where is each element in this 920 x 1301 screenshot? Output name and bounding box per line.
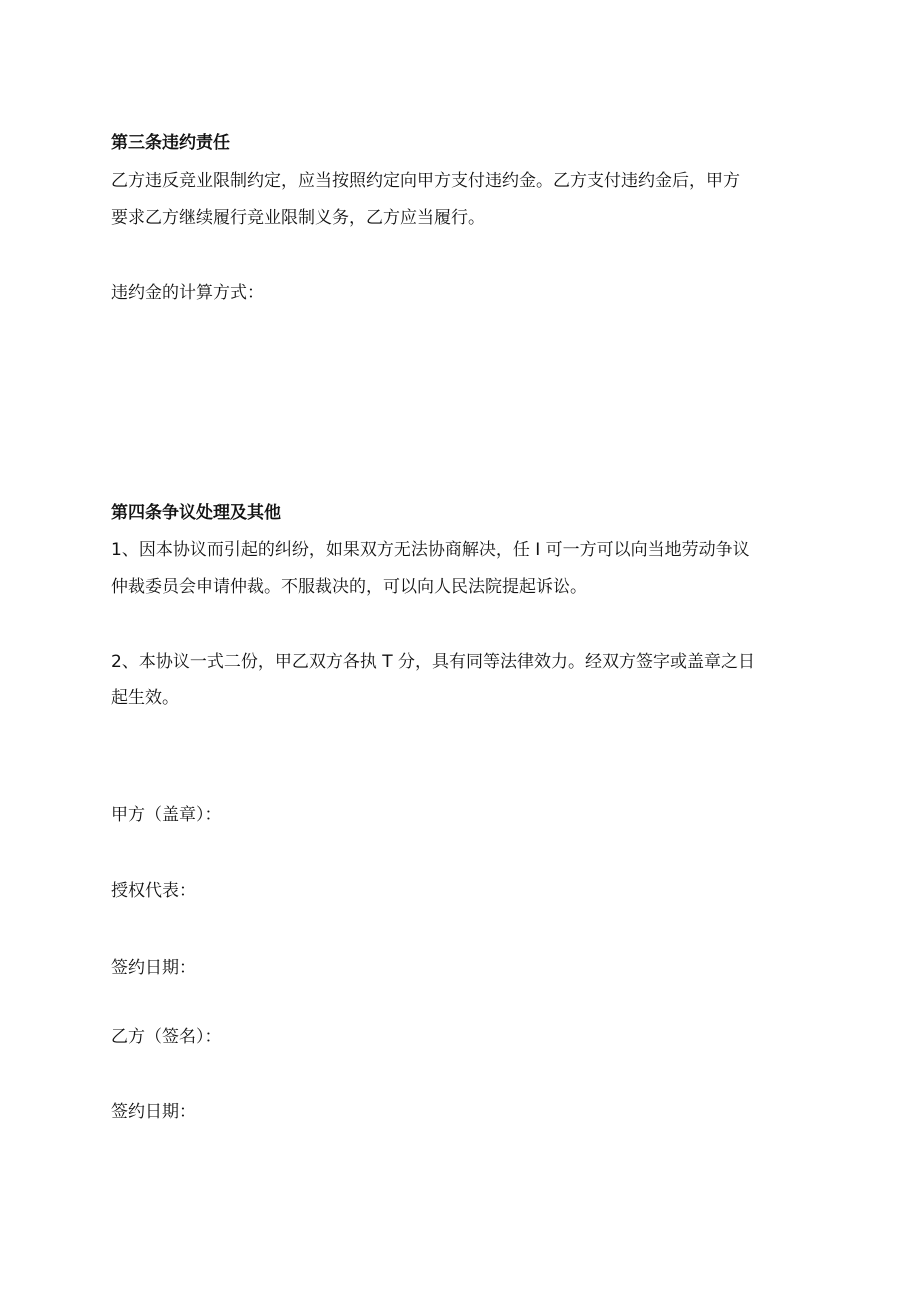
article-4-item-1-line-2: 仲裁委员会申请仲裁。不服裁决的，可以向人民法院提起诉讼。 [111,577,587,597]
penalty-calculation-label: 违约金的计算方式： [111,283,264,303]
article-4-item-1-line-1: 1、因本协议而引起的纠纷，如果双方无法协商解决，任 I 可一方可以向当地劳动争议 [111,540,750,560]
article-3-paragraph-line-2: 要求乙方继续履行竞业限制义务，乙方应当履行。 [111,208,485,228]
authorized-representative-label: 授权代表： [111,881,196,901]
party-a-sign-date-label: 签约日期： [111,958,196,978]
article-4-item-2-line-2: 起生效。 [111,688,179,708]
party-b-sign-date-label: 签约日期： [111,1102,196,1122]
party-a-seal-label: 甲方（盖章）： [111,805,222,825]
article-4-item-2-line-1: 2、本协议一式二份，甲乙双方各执 T 分，具有同等法律效力。经双方签字或盖章之日 [111,652,756,672]
party-b-signature-label: 乙方（签名）： [111,1027,222,1047]
article-3-heading: 第三条违约责任 [111,133,230,153]
article-4-heading: 第四条争议处理及其他 [111,503,281,523]
article-3-paragraph-line-1: 乙方违反竞业限制约定，应当按照约定向甲方支付违约金。乙方支付违约金后，甲方 [111,171,740,191]
